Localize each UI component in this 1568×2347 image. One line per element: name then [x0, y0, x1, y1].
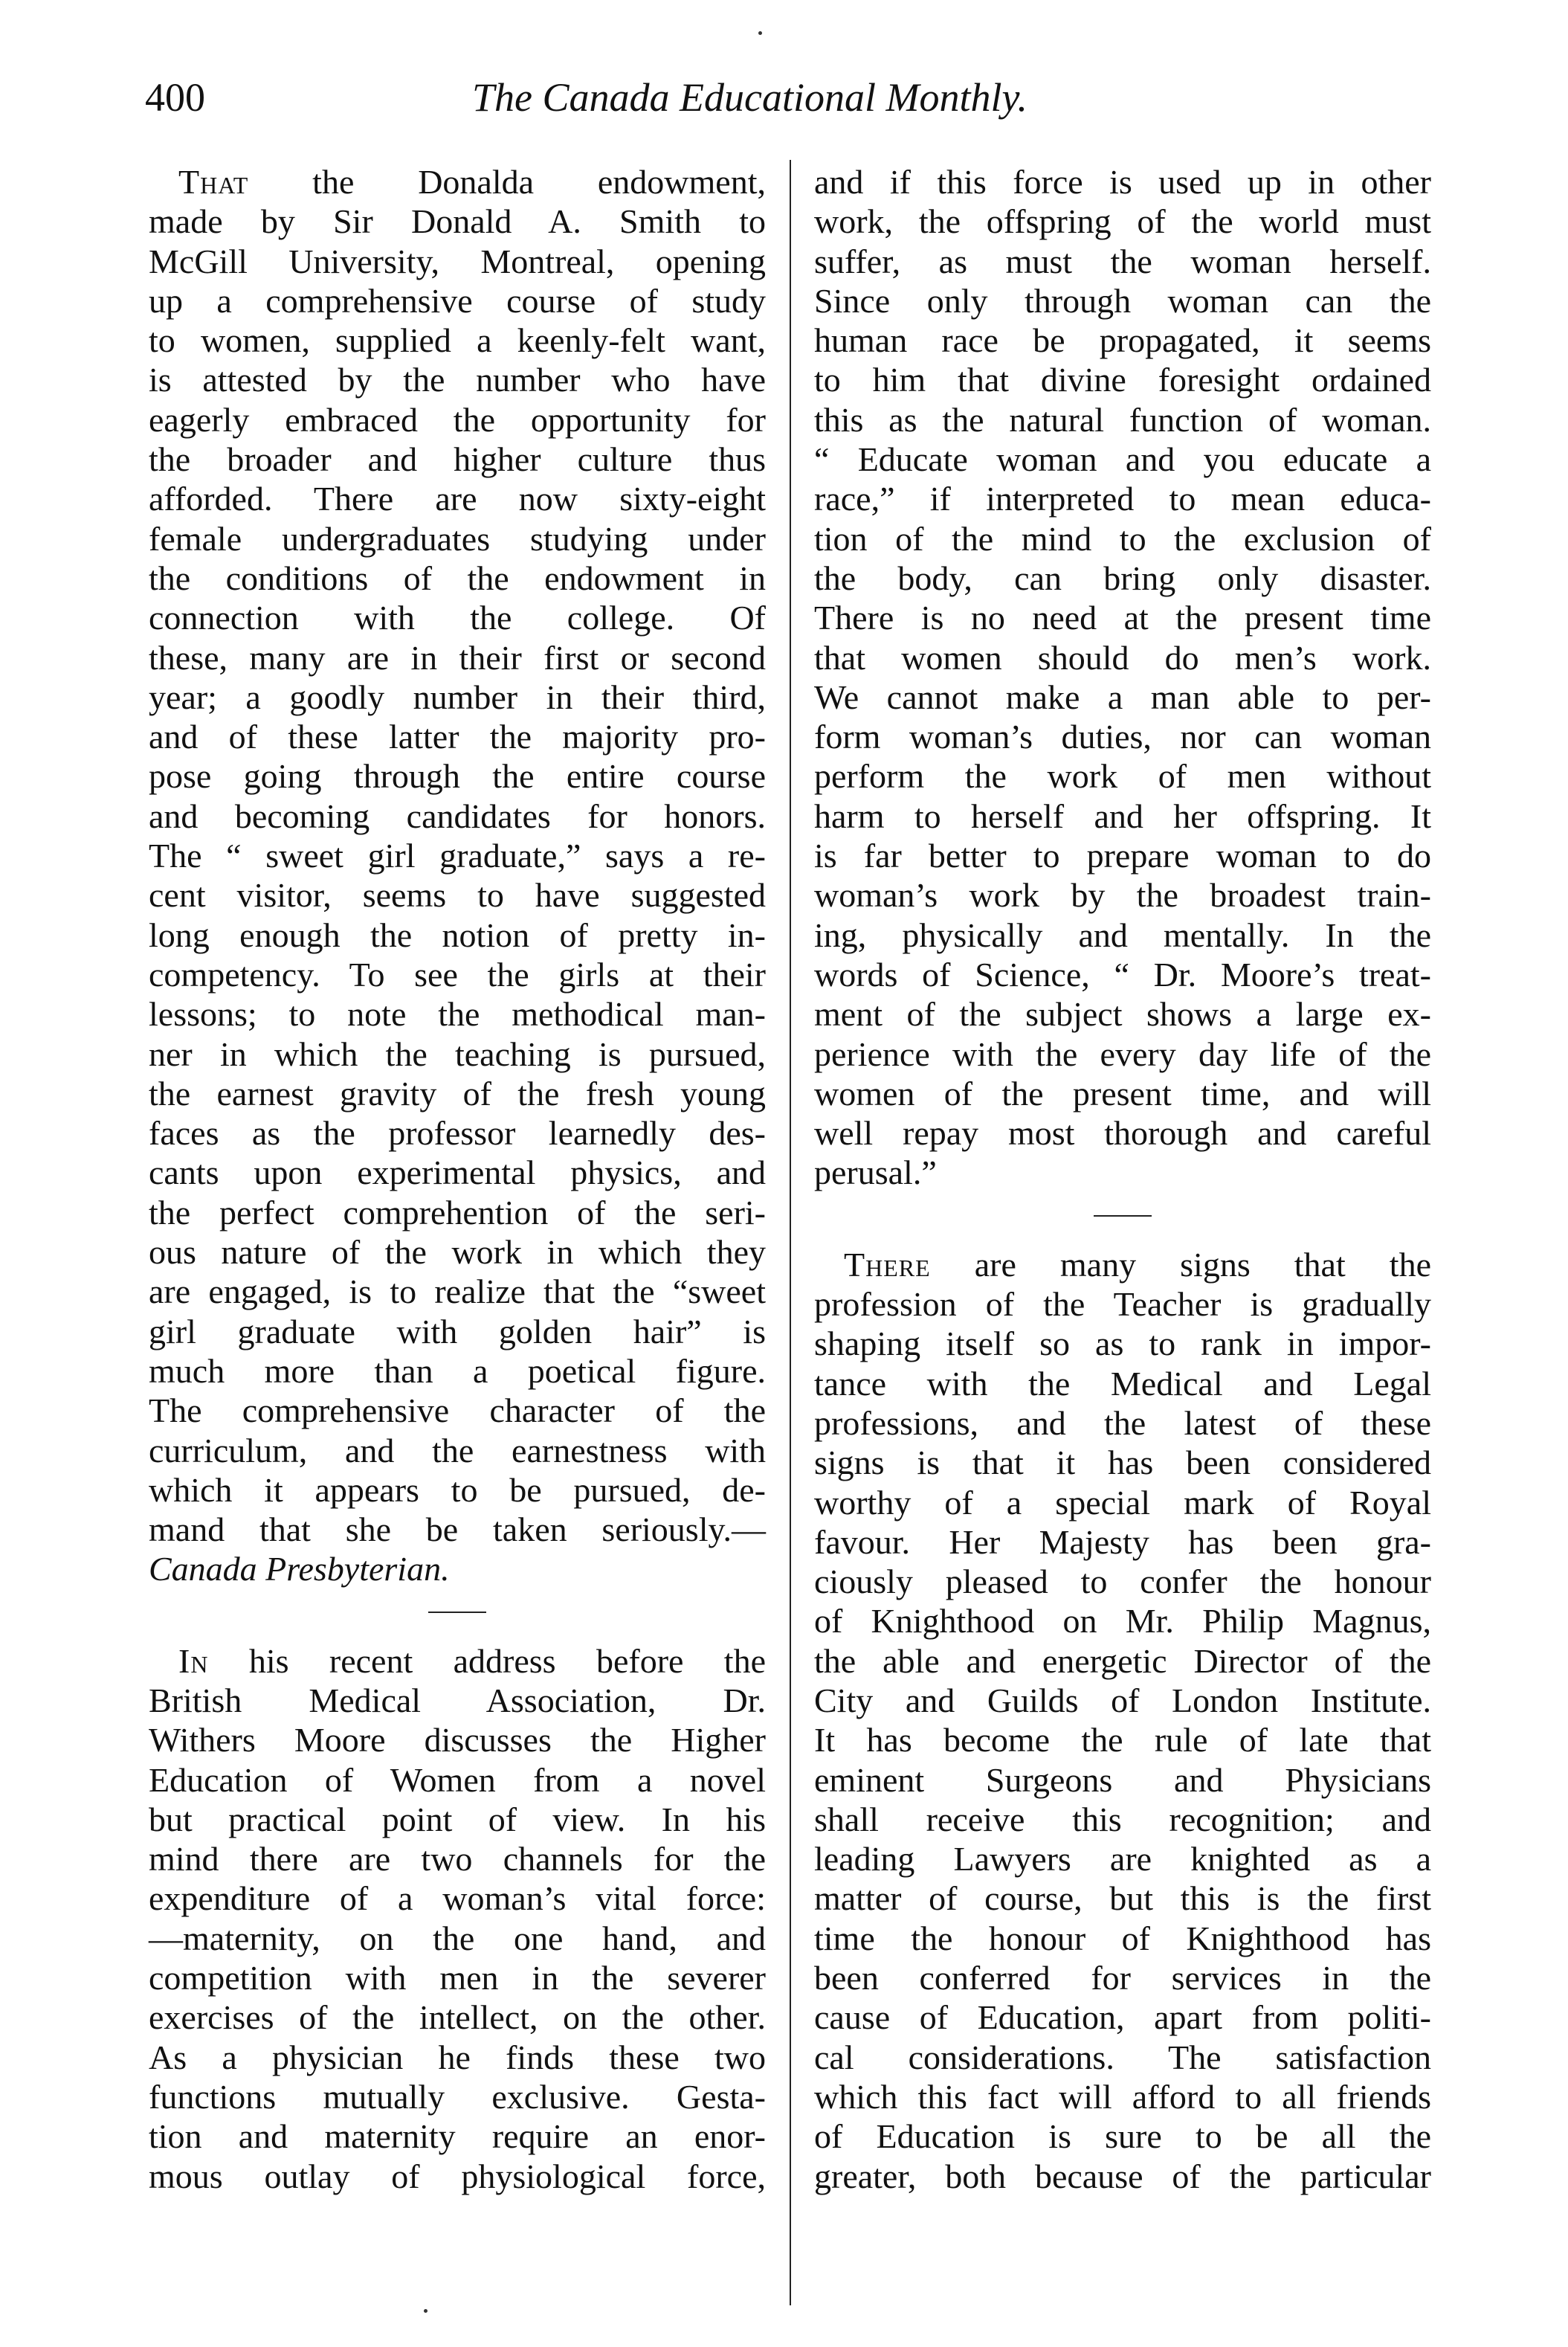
line-text: which this fact will afford to all friends [814, 2077, 1431, 2116]
text-line [149, 1958, 766, 1997]
line-text: ous nature of the work in which they [149, 1233, 766, 1272]
text-line [814, 281, 1431, 321]
text-line [149, 1153, 766, 1192]
text-line [149, 1351, 766, 1391]
text-line [814, 1245, 1431, 1284]
text-line [149, 202, 766, 241]
article-higher-education-women [149, 1641, 766, 2196]
line-text: There is no need at the present time [814, 599, 1431, 637]
text-line [149, 717, 766, 756]
text-line [814, 2116, 1431, 2156]
line-text: the broader and higher culture thus [149, 440, 766, 479]
line-text: The comprehensive character of the [149, 1391, 766, 1430]
line-text: lessons; to note the methodical man- [149, 995, 766, 1034]
right-column [814, 162, 1431, 2196]
text-line [814, 598, 1431, 637]
line-text: British Medical Association, Dr. [149, 1681, 766, 1719]
text-line [149, 440, 766, 479]
line-text: perience with the every day life of the [814, 1034, 1431, 1073]
text-line [149, 994, 766, 1034]
text-line [814, 796, 1431, 836]
text-line [814, 321, 1431, 360]
text-line [814, 717, 1431, 756]
line-text: Withers Moore discusses the Higher [149, 1721, 766, 1760]
text-line [814, 1034, 1431, 1074]
text-line [814, 1800, 1431, 1839]
line-text: and if this force is used up in other [814, 163, 1431, 201]
text-line [149, 242, 766, 281]
line-text: It has become the rule of late that [814, 1721, 1431, 1760]
text-line [149, 1681, 766, 1720]
text-line [814, 1364, 1431, 1403]
text-line [149, 1074, 766, 1113]
line-text: eagerly embraced the opportunity for [149, 400, 766, 439]
line-text: cants upon experimental physics, and [149, 1153, 766, 1192]
text-line [814, 955, 1431, 994]
line-text: women of the present time, and will [814, 1074, 1431, 1113]
text-line [149, 836, 766, 875]
line-text: the able and energetic Director of the [814, 1641, 1431, 1680]
line-text: race,” if interpreted to mean educa- [814, 480, 1431, 518]
line-text: tion of the mind to the exclusion of [814, 519, 1431, 558]
text-line [149, 1312, 766, 1351]
text-line [149, 2038, 766, 2077]
text-line [149, 1839, 766, 1878]
line-text: eminent Surgeons and Physicians [814, 1760, 1431, 1799]
text-line [149, 479, 766, 518]
line-text: faces as the professor learnedly des- [149, 1114, 766, 1153]
text-line [149, 2116, 766, 2156]
line-text: are engaged, is to realize that the “sweet [149, 1272, 766, 1311]
text-line [149, 519, 766, 558]
line-text: cause of Education, apart from politi- [814, 1998, 1431, 2037]
line-text: the earnest gravity of the fresh young [149, 1074, 766, 1113]
text-line [814, 1720, 1431, 1760]
line-text: The “ sweet girl graduate,” says a re- [149, 837, 766, 875]
article-higher-education-women-continued [814, 162, 1431, 1193]
text-line [814, 1562, 1431, 1601]
line-text: is attested by the number who have [149, 361, 766, 399]
text-line [814, 1522, 1431, 1562]
line-text: curriculum, and the earnestness with [149, 1431, 766, 1469]
line-text: female undergraduates studying under [149, 519, 766, 558]
text-line [814, 400, 1431, 440]
lead-word: In [178, 1641, 209, 1680]
line-text: pose going through the entire course [149, 757, 766, 796]
text-line [814, 1919, 1431, 1958]
text-line [814, 1443, 1431, 1482]
line-text: but practical point of view. In his [149, 1800, 766, 1838]
line-text: shaping itself so as to rank in impor- [814, 1324, 1431, 1363]
text-line [814, 756, 1431, 796]
line-text: suffer, as must the woman herself. [814, 242, 1431, 280]
line-text: well repay most thorough and careful [814, 1114, 1431, 1153]
text-line [149, 915, 766, 955]
line-text: mind there are two channels for the [149, 1840, 766, 1878]
line-text: much more than a poetical figure. [149, 1351, 766, 1390]
text-line [149, 875, 766, 915]
column-divider [790, 160, 791, 2305]
line-text: McGill University, Montreal, opening [149, 242, 766, 280]
text-line [149, 756, 766, 796]
text-line [149, 2157, 766, 2196]
text-line [149, 796, 766, 836]
print-speck-bottom [424, 2309, 428, 2313]
text-line [814, 479, 1431, 518]
line-text: tion and maternity require an enor- [149, 2117, 766, 2156]
line-text: the Donalda endowment, [312, 163, 766, 201]
lead-word: There [844, 1245, 931, 1284]
line-text: words of Science, “ Dr. Moore’s treat- [814, 955, 1431, 994]
text-line [149, 638, 766, 677]
line-text: to women, supplied a keenly-felt want, [149, 321, 766, 360]
text-line [149, 1193, 766, 1232]
text-line [814, 360, 1431, 399]
text-line [149, 1720, 766, 1760]
text-line [149, 1878, 766, 1918]
lead-word: That [178, 163, 249, 201]
text-line [814, 677, 1431, 717]
line-text: up a comprehensive course of study [149, 281, 766, 320]
page-number: 400 [145, 75, 205, 120]
text-line [814, 1483, 1431, 1522]
text-line [149, 1232, 766, 1272]
text-line [814, 1403, 1431, 1443]
line-text: his recent address before the [248, 1641, 767, 1680]
section-separator [428, 1612, 486, 1613]
line-text: form woman’s duties, nor can woman [814, 718, 1431, 756]
text-line [149, 1113, 766, 1153]
text-line [149, 1800, 766, 1839]
text-line [814, 638, 1431, 677]
text-line [149, 162, 766, 202]
text-line [814, 1997, 1431, 2037]
line-text: woman’s work by the broadest train- [814, 876, 1431, 915]
line-text: professions, and the latest of these [814, 1403, 1431, 1442]
text-line [814, 1153, 1431, 1192]
line-text: profession of the Teacher is gradually [814, 1285, 1431, 1324]
text-line [814, 2157, 1431, 2196]
text-line [149, 1391, 766, 1430]
line-text: competency. To see the girls at their [149, 955, 766, 994]
line-text: expenditure of a woman’s vital force: [149, 1879, 766, 1918]
line-text: to him that divine foresight ordained [814, 361, 1431, 399]
text-line [814, 558, 1431, 598]
line-text: favour. Her Majesty has been gra- [814, 1522, 1431, 1561]
text-line [814, 875, 1431, 915]
line-text: —maternity, on the one hand, and [149, 1919, 766, 1957]
text-line [814, 242, 1431, 281]
line-text: signs is that it has been considered [814, 1443, 1431, 1482]
text-line [149, 1760, 766, 1800]
line-text: Since only through woman can the [814, 281, 1431, 320]
line-text: connection with the college. Of [149, 599, 766, 637]
text-line [814, 1074, 1431, 1113]
text-line [149, 1510, 766, 1549]
line-text: leading Lawyers are knighted as a [814, 1840, 1431, 1878]
text-line [814, 1284, 1431, 1324]
text-line [814, 1958, 1431, 1997]
text-line [149, 1641, 766, 1681]
text-line [814, 1681, 1431, 1720]
text-line [814, 519, 1431, 558]
line-text: time the honour of Knighthood has [814, 1919, 1431, 1957]
text-line [814, 836, 1431, 875]
text-line [149, 558, 766, 598]
line-text: City and Guilds of London Institute. [814, 1681, 1431, 1719]
text-line [149, 281, 766, 321]
line-text: this as the natural function of woman. [814, 400, 1431, 439]
text-line [814, 1878, 1431, 1918]
line-text: the body, can bring only disaster. [814, 558, 1431, 597]
line-text: the conditions of the endowment in [149, 558, 766, 597]
text-line [149, 1431, 766, 1470]
line-text: perform the work of men without [814, 757, 1431, 796]
text-line [814, 915, 1431, 955]
text-line [149, 598, 766, 637]
line-text: been conferred for services in the [814, 1959, 1431, 1997]
text-line [149, 1272, 766, 1311]
text-line [814, 1839, 1431, 1878]
text-line [814, 1324, 1431, 1363]
text-line [814, 1113, 1431, 1153]
line-text: As a physician he finds these two [149, 2038, 766, 2076]
text-line [149, 360, 766, 399]
text-line [149, 2077, 766, 2116]
left-column [149, 162, 766, 2196]
line-text: mand that she be taken seriously.— [149, 1510, 766, 1549]
line-text: tance with the Medical and Legal [814, 1364, 1431, 1403]
line-text: matter of course, but this is the first [814, 1879, 1431, 1918]
text-line [149, 321, 766, 360]
text-line [149, 677, 766, 717]
article-source: Canada Presbyterian. [149, 1550, 450, 1588]
line-text: girl graduate with golden hair” is [149, 1312, 766, 1350]
text-line [814, 994, 1431, 1034]
line-text: ing, physically and mentally. In the [814, 915, 1431, 954]
text-line [814, 1601, 1431, 1641]
line-text: exercises of the intellect, on the other. [149, 1998, 766, 2037]
line-text: “ Educate woman and you educate a [814, 440, 1431, 479]
line-text: ner in which the teaching is pursued, [149, 1034, 766, 1073]
line-text: are many signs that the [974, 1245, 1431, 1284]
line-text: year; a goodly number in their third, [149, 677, 766, 716]
line-text: afforded. There are now sixty-eight [149, 480, 766, 518]
line-text: of Knighthood on Mr. Philip Magnus, [814, 1602, 1431, 1641]
line-text: shall receive this recognition; and [814, 1800, 1431, 1838]
text-line [814, 2077, 1431, 2116]
line-text: greater, both because of the particular [814, 2157, 1431, 2195]
line-text: which it appears to be pursued, de- [149, 1470, 766, 1509]
text-line [814, 162, 1431, 202]
line-text: competition with men in the severer [149, 1959, 766, 1997]
line-text: of Education is sure to be all the [814, 2117, 1431, 2156]
line-text: mous outlay of physiological force, [149, 2157, 766, 2195]
text-line [814, 2038, 1431, 2077]
line-text: harm to herself and her offspring. It [814, 796, 1431, 835]
text-line [814, 1641, 1431, 1681]
text-line [814, 440, 1431, 479]
line-text: that women should do men’s work. [814, 638, 1431, 677]
running-title: The Canada Educational Monthly. [472, 75, 1027, 120]
text-line [149, 955, 766, 994]
line-text: ment of the subject shows a large ex- [814, 995, 1431, 1034]
text-line [149, 400, 766, 440]
line-text: perusal.” [814, 1153, 937, 1192]
line-text: work, the offspring of the world must [814, 202, 1431, 241]
section-separator [1094, 1215, 1152, 1217]
page-header [145, 74, 1434, 134]
line-text: cal considerations. The satisfaction [814, 2038, 1431, 2076]
text-line [149, 1470, 766, 1510]
article-donalda-endowment [149, 162, 766, 1549]
line-text: worthy of a special mark of Royal [814, 1483, 1431, 1522]
line-text: and of these latter the majority pro- [149, 718, 766, 756]
text-line [814, 202, 1431, 241]
line-text: and becoming candidates for honors. [149, 796, 766, 835]
text-line [814, 1760, 1431, 1800]
article-teacher-profession [814, 1245, 1431, 2196]
line-text: these, many are in their first or second [149, 638, 766, 677]
line-text: cent visitor, seems to have suggested [149, 876, 766, 915]
print-speck-top [758, 31, 762, 35]
line-text: long enough the notion of pretty in- [149, 915, 766, 954]
line-text: Education of Women from a novel [149, 1760, 766, 1799]
line-text: ciously pleased to confer the honour [814, 1562, 1431, 1601]
line-text: the perfect comprehention of the seri- [149, 1193, 766, 1232]
line-text: human race be propagated, it seems [814, 321, 1431, 360]
line-text: functions mutually exclusive. Gesta- [149, 2077, 766, 2116]
line-text: made by Sir Donald A. Smith to [149, 202, 766, 241]
text-line [149, 1034, 766, 1074]
line-text: We cannot make a man able to per- [814, 677, 1431, 716]
line-text: is far better to prepare woman to do [814, 837, 1431, 875]
text-line [149, 1997, 766, 2037]
text-line [149, 1919, 766, 1958]
